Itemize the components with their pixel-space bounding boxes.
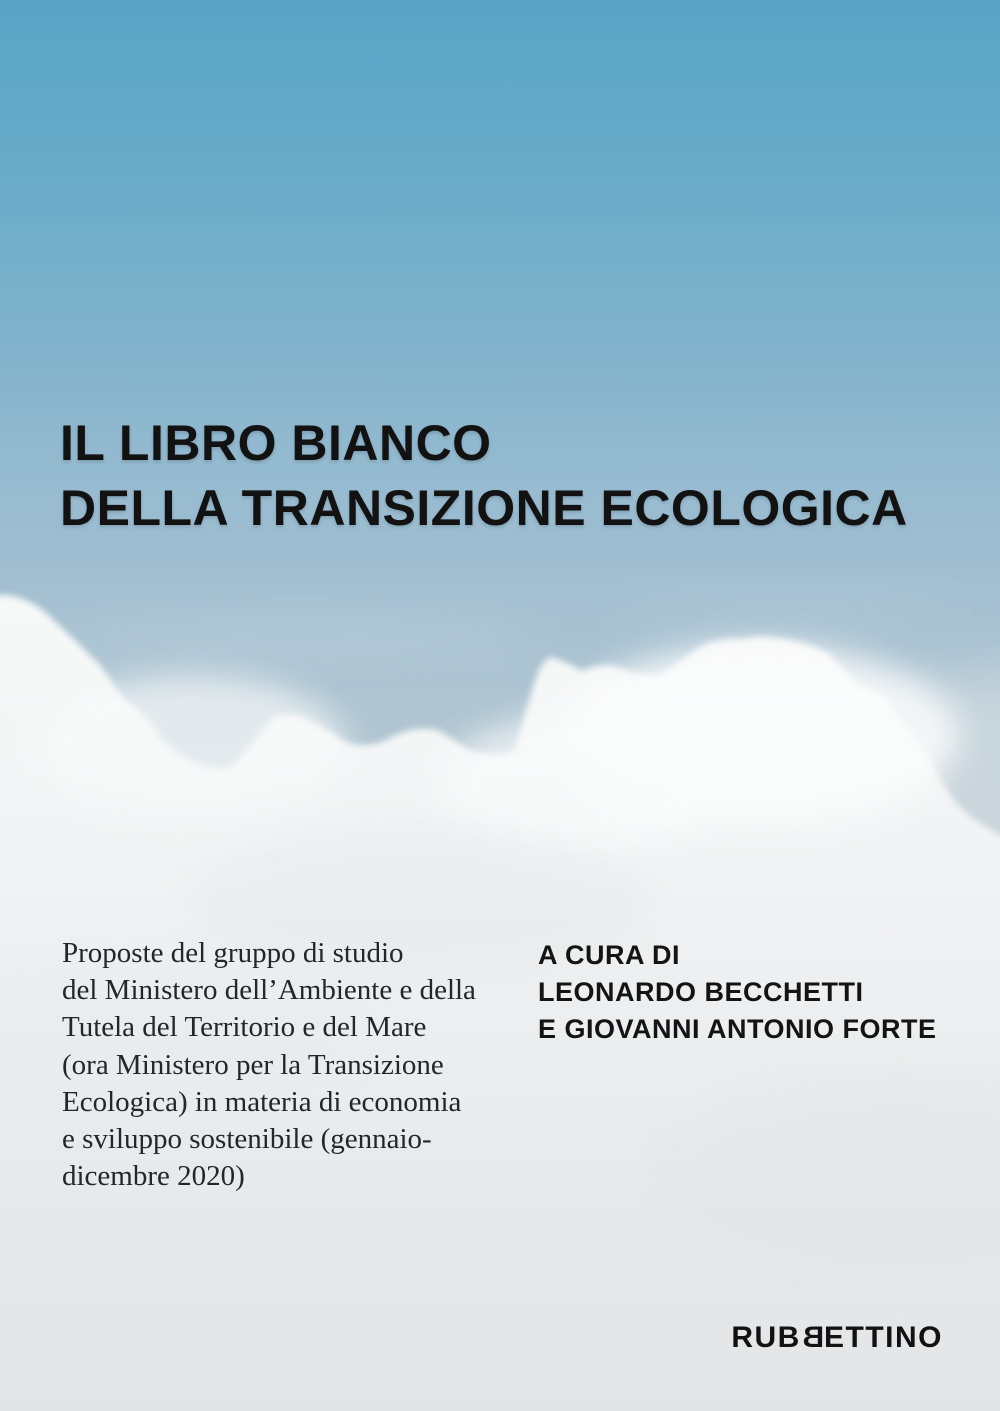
sky-wisp [610,595,970,621]
publisher-logo [731,1321,943,1355]
subtitle-line: (ora Ministero per la Transizione [62,1048,444,1081]
subtitle-line: del Ministero dell’Ambiente e della [62,974,476,1007]
cloud-highlight [35,675,345,815]
editor-name: LEONARDO BECCHETTI [538,977,864,1008]
subtitle-line: dicembre 2020) [62,1160,245,1193]
subtitle-line: Ecologica) in materia di economia [62,1085,462,1118]
title-line-2: DELLA TRANSIZIONE ECOLOGICA [60,480,908,536]
subtitle-line: Tutela del Territorio e del Mare [62,1011,427,1044]
editor-name: E GIOVANNI ANTONIO FORTE [538,1014,937,1045]
title-line-1: IL LIBRO BIANCO [60,415,492,471]
editors-credit [538,937,937,1049]
credit-label: A CURA DI [538,940,680,970]
publisher-logo-prefix: RUB [731,1321,801,1354]
book-title [60,411,908,541]
subtitle-text [62,935,476,1195]
subtitle-line: e sviluppo sostenibile (gennaio- [62,1123,432,1156]
publisher-logo-suffix: ETTINO [824,1321,943,1354]
mirrored-b-glyph: B [800,1321,824,1354]
subtitle-line: Proposte del gruppo di studio [62,937,404,969]
sky-wisp [60,620,540,652]
